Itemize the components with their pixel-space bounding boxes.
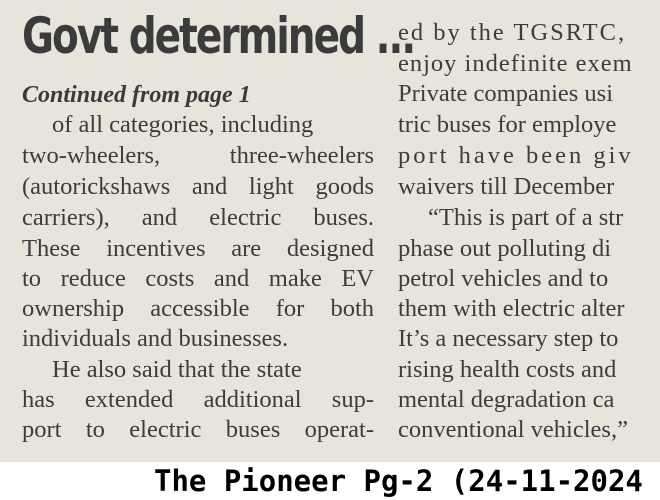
left-line-11: port to electric buses operat- [22,416,374,443]
left-line-2: two-wheelers, three-wheelers [22,142,374,169]
right-line-1: ed by the TGSRTC, [398,19,627,46]
right-line-3: Private companies usi [398,80,614,107]
right-line-6: waivers till December [398,173,615,200]
right-line-7: “This is part of a str [428,204,624,231]
left-line-4: carriers), and electric buses. [22,204,374,231]
continued-note: Continued from page 1 [22,82,251,108]
right-line-8: phase out polluting di [398,235,611,262]
right-line-13: mental degradation ca [398,386,615,413]
left-line-9: He also said that the state [52,356,302,383]
right-line-14: conventional vehicles,” [398,416,628,443]
left-line-5: These incentives are designed [22,235,374,262]
right-line-9: petrol vehicles and to [398,265,609,292]
left-line-8: individuals and businesses. [22,325,289,352]
left-line-1: of all categories, including [52,111,314,138]
right-line-11: It’s a necessary step to [398,325,619,352]
right-line-4: tric buses for employe [398,111,617,138]
source-caption: The Pioneer Pg-2 (24-11-2024 [154,464,643,498]
right-line-10: them with electric alter [398,295,625,322]
right-line-5: port have been giv [398,142,634,169]
article-headline: Govt determined ... [22,7,415,65]
right-line-2: enjoy indefinite exem [398,50,633,77]
right-line-12: rising health costs and [398,356,617,383]
left-line-10: has extended additional sup- [22,386,374,413]
left-line-7: ownership accessible for both [22,295,374,322]
left-line-3: (autorickshaws and light goods [22,173,374,200]
left-line-6: to reduce costs and make EV [22,265,374,292]
